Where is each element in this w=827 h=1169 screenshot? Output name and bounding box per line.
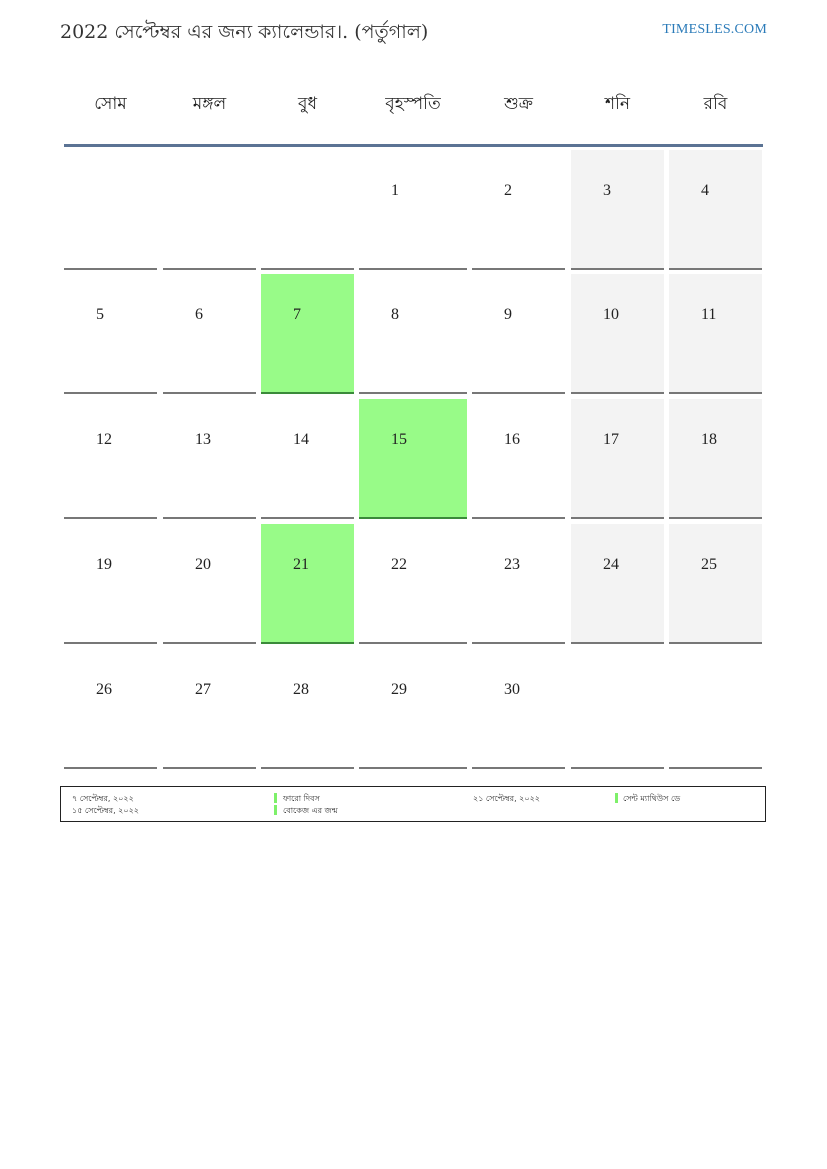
site-brand-link[interactable]: TIMESLES.COM: [662, 22, 767, 37]
weekday-label: সোম: [94, 94, 127, 114]
day-cell[interactable]: [261, 274, 354, 394]
day-number: 7: [293, 306, 301, 323]
day-number: 23: [504, 556, 520, 573]
day-cell[interactable]: [359, 150, 467, 270]
day-number: 4: [701, 182, 709, 199]
day-cell[interactable]: [472, 399, 565, 519]
day-cell[interactable]: [163, 649, 256, 769]
day-number: 26: [96, 681, 112, 698]
day-number: 2: [504, 182, 512, 199]
day-number: 15: [391, 431, 407, 448]
day-cell[interactable]: [64, 649, 157, 769]
day-number: 5: [96, 306, 104, 323]
day-cell[interactable]: [359, 649, 467, 769]
legend-name-3: সেন্ট ম্যাথিউস ডে: [623, 794, 681, 803]
day-number: 17: [603, 431, 619, 448]
page-title: 2022 সেপ্টেম্বর এর জন্য ক্যালেন্ডার।. (পর্তুগাল): [60, 21, 429, 43]
weekday-label: মঙ্গল: [192, 94, 227, 114]
day-number: 13: [195, 431, 211, 448]
day-number: 27: [195, 681, 211, 698]
day-cell[interactable]: [163, 524, 256, 644]
day-cell[interactable]: [669, 399, 762, 519]
day-cell[interactable]: [669, 150, 762, 270]
holiday-legend: [60, 786, 766, 822]
legend-date-1: ৭ সেপ্টেম্বর, ২০২২: [72, 794, 134, 803]
day-cell[interactable]: [571, 524, 664, 644]
weekday-label: শনি: [604, 94, 631, 114]
day-cell[interactable]: [64, 399, 157, 519]
legend-color-marker: [274, 805, 277, 815]
day-cell[interactable]: [64, 274, 157, 394]
day-cell[interactable]: [163, 274, 256, 394]
day-number: 18: [701, 431, 717, 448]
day-number: 12: [96, 431, 112, 448]
day-cell[interactable]: [472, 150, 565, 270]
day-number: 9: [504, 306, 512, 323]
day-cell[interactable]: [359, 274, 467, 394]
day-number: 24: [603, 556, 619, 573]
day-cell[interactable]: [571, 150, 664, 270]
day-number: 14: [293, 431, 309, 448]
day-number: 11: [701, 306, 717, 323]
legend-date-2: ১৫ সেপ্টেম্বর, ২০২২: [72, 806, 139, 815]
legend-color-marker: [274, 793, 277, 803]
day-number: 10: [603, 306, 619, 323]
day-number: 21: [293, 556, 309, 573]
day-number: 1: [391, 182, 399, 199]
legend-name-2: বোকেজ এর জন্ম: [283, 806, 338, 815]
day-cell[interactable]: [359, 524, 467, 644]
legend-name-1: ফারো দিবস: [283, 794, 320, 803]
day-cell[interactable]: [261, 649, 354, 769]
day-cell[interactable]: [472, 649, 565, 769]
weekday-label: শুক্র: [504, 94, 533, 114]
day-number: 19: [96, 556, 112, 573]
empty-day-cell: [261, 150, 354, 270]
day-number: 3: [603, 182, 611, 199]
day-number: 8: [391, 306, 399, 323]
day-cell[interactable]: [669, 274, 762, 394]
day-cell[interactable]: [261, 399, 354, 519]
empty-day-cell: [571, 649, 664, 769]
day-number: 6: [195, 306, 203, 323]
day-number: 16: [504, 431, 520, 448]
weekday-label: বৃহস্পতি: [385, 94, 441, 114]
day-cell[interactable]: [571, 399, 664, 519]
empty-day-cell: [64, 150, 157, 270]
day-cell[interactable]: [261, 524, 354, 644]
day-cell[interactable]: [163, 399, 256, 519]
day-number: 22: [391, 556, 407, 573]
day-cell[interactable]: [359, 399, 467, 519]
legend-color-marker: [615, 793, 618, 803]
weekday-label: বুধ: [298, 94, 317, 114]
empty-day-cell: [669, 649, 762, 769]
day-number: 25: [701, 556, 717, 573]
day-number: 30: [504, 681, 520, 698]
day-number: 20: [195, 556, 211, 573]
day-cell[interactable]: [669, 524, 762, 644]
legend-date-3: ২১ সেপ্টেম্বর, ২০২২: [473, 794, 540, 803]
day-cell[interactable]: [472, 524, 565, 644]
day-cell[interactable]: [64, 524, 157, 644]
weekday-label: রবি: [703, 94, 728, 114]
empty-day-cell: [163, 150, 256, 270]
day-number: 29: [391, 681, 407, 698]
day-cell[interactable]: [472, 274, 565, 394]
weekday-header-row: [64, 82, 763, 147]
day-cell[interactable]: [571, 274, 664, 394]
day-number: 28: [293, 681, 309, 698]
